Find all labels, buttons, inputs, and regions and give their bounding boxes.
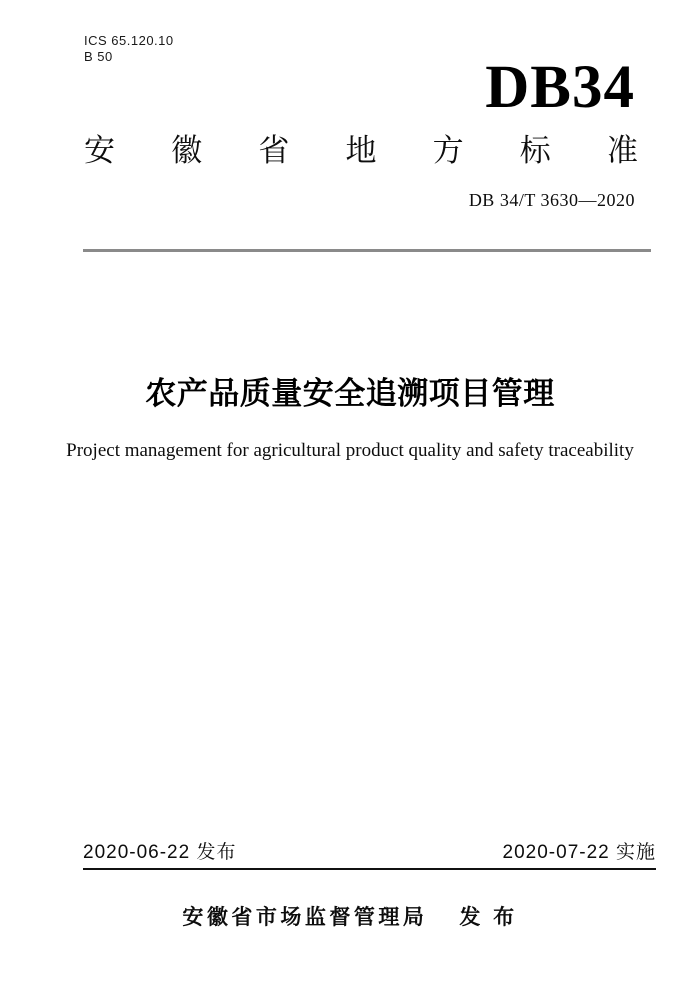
header-divider-rule xyxy=(83,249,651,252)
ics-code: ICS 65.120.10 xyxy=(84,33,174,48)
db34-logo: DB34 xyxy=(485,54,635,121)
issue-date: 2020-06-22 发布 xyxy=(83,842,237,863)
page-title-english: Project management for agricultural product quality and safety traceability xyxy=(66,440,634,461)
standard-name-char: 徽 xyxy=(171,133,203,168)
standard-name-char: 安 xyxy=(84,133,115,168)
page-title: 农产品质量安全追溯项目管理 xyxy=(145,376,555,411)
publisher-name: 安徽省市场监督管理局 xyxy=(182,906,428,929)
implement-date: 2020-07-22 实施 xyxy=(502,842,656,863)
document-number: DB 34/T 3630—2020 xyxy=(468,190,635,210)
standard-name-char: 方 xyxy=(432,133,464,168)
publisher-row xyxy=(0,901,700,931)
publish-label: 发 布 xyxy=(459,906,518,929)
ics-classification-block xyxy=(84,33,174,65)
standard-name-char: 准 xyxy=(606,133,638,168)
standard-name-char: 标 xyxy=(519,133,551,168)
date-row xyxy=(83,837,656,870)
standard-name-char: 地 xyxy=(345,133,377,168)
standard-name-char: 省 xyxy=(258,133,290,168)
doc-class-code: B 50 xyxy=(84,49,113,64)
standard-name-row xyxy=(84,135,638,166)
